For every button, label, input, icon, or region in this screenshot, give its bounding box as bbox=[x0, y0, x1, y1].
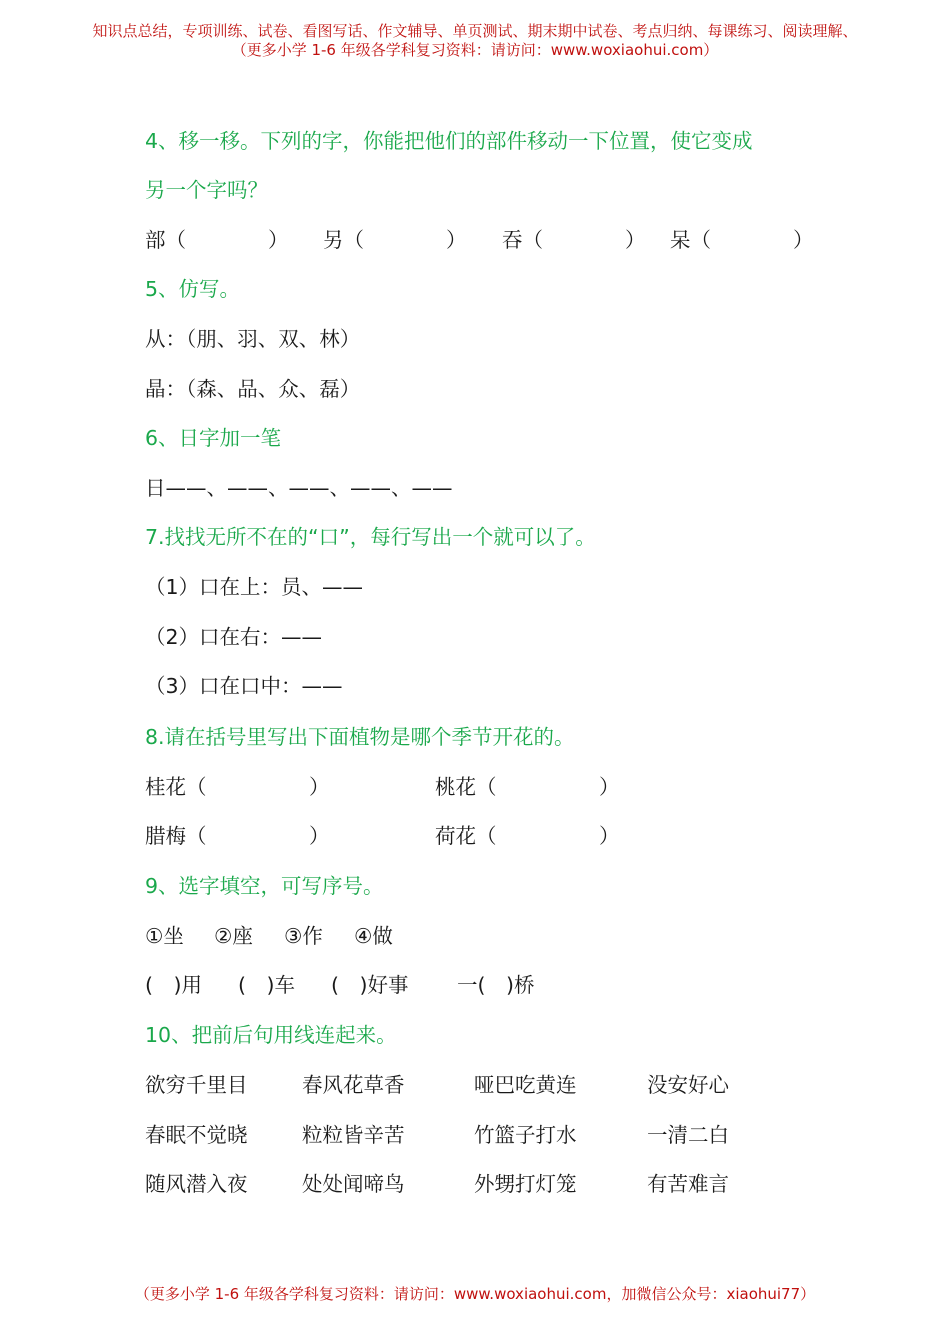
q5-title: 5、仿写。 bbox=[145, 277, 241, 301]
q9-option: ①坐 bbox=[145, 924, 184, 948]
q4-title-line-2: 另一个字吗？ bbox=[145, 178, 268, 202]
q9-option: ③作 bbox=[284, 924, 323, 948]
q10-phrase: 没安好心 bbox=[647, 1073, 729, 1097]
q8-item: 桃花（ ） bbox=[435, 775, 620, 799]
q10-phrase: 欲穷千里目 bbox=[145, 1073, 248, 1097]
q10-phrase: 粒粒皆辛苦 bbox=[302, 1123, 405, 1147]
q10-phrase: 随风潜入夜 bbox=[145, 1172, 248, 1196]
q10-phrase: 哑巴吃黄连 bbox=[474, 1073, 577, 1097]
q4-item: 部（ ） bbox=[145, 228, 289, 252]
q4-item: 吞（ ） bbox=[502, 228, 646, 252]
header-line-2: （更多小学 1-6 年级各学科复习资料：请访问：www.woxiaohui.com） bbox=[231, 41, 719, 59]
q7-line-2: （2）口在右：—— bbox=[145, 625, 323, 649]
q8-item: 荷花（ ） bbox=[435, 824, 620, 848]
q10-phrase: 一清二白 bbox=[647, 1123, 729, 1147]
q7-line-1: （1）口在上：员、—— bbox=[145, 575, 364, 599]
q9-title: 9、选字填空，可写序号。 bbox=[145, 874, 384, 898]
q4-item: 另（ ） bbox=[323, 228, 467, 252]
q9-blank: 一( )桥 bbox=[457, 973, 535, 997]
q5-line-2: 晶：（森、品、众、磊） bbox=[145, 377, 361, 401]
q10-phrase: 外甥打灯笼 bbox=[474, 1172, 577, 1196]
q10-phrase: 春风花草香 bbox=[302, 1073, 405, 1097]
q10-phrase: 有苦难言 bbox=[647, 1172, 729, 1196]
footer-text: （更多小学 1-6 年级各学科复习资料：请访问：www.woxiaohui.com，加微信公众号：xiaohui77） bbox=[134, 1285, 816, 1303]
q5-line-1: 从：（朋、羽、双、林） bbox=[145, 327, 361, 351]
q9-blank: ( )用 bbox=[145, 973, 202, 997]
q10-title: 10、把前后句用线连起来。 bbox=[145, 1023, 397, 1047]
q9-blank: ( )车 bbox=[238, 973, 295, 997]
q4-title-line-1: 4、移一移。下列的字，你能把他们的部件移动一下位置，使它变成 bbox=[145, 129, 753, 153]
q8-item: 桂花（ ） bbox=[145, 775, 330, 799]
q9-option: ②座 bbox=[214, 924, 253, 948]
q10-phrase: 处处闻啼鸟 bbox=[302, 1172, 405, 1196]
q7-title: 7.找找无所不在的“口”，每行写出一个就可以了。 bbox=[145, 525, 596, 549]
q8-item: 腊梅（ ） bbox=[145, 824, 330, 848]
q9-blank: ( )好事 bbox=[331, 973, 409, 997]
q6-line: 日——、——、——、——、—— bbox=[145, 476, 453, 500]
q10-phrase: 竹篮子打水 bbox=[474, 1123, 577, 1147]
q10-phrase: 春眠不觉晓 bbox=[145, 1123, 248, 1147]
q4-item: 呆（ ） bbox=[670, 228, 814, 252]
q6-title: 6、日字加一笔 bbox=[145, 426, 282, 450]
q9-option: ④做 bbox=[354, 924, 393, 948]
q7-line-3: （3）口在口中：—— bbox=[145, 674, 343, 698]
header-line-1: 知识点总结，专项训练、试卷、看图写话、作文辅导、单页测试、期末期中试卷、考点归纳、每课练习、阅读理解、 bbox=[92, 22, 858, 40]
q8-title: 8.请在括号里写出下面植物是哪个季节开花的。 bbox=[145, 725, 575, 749]
